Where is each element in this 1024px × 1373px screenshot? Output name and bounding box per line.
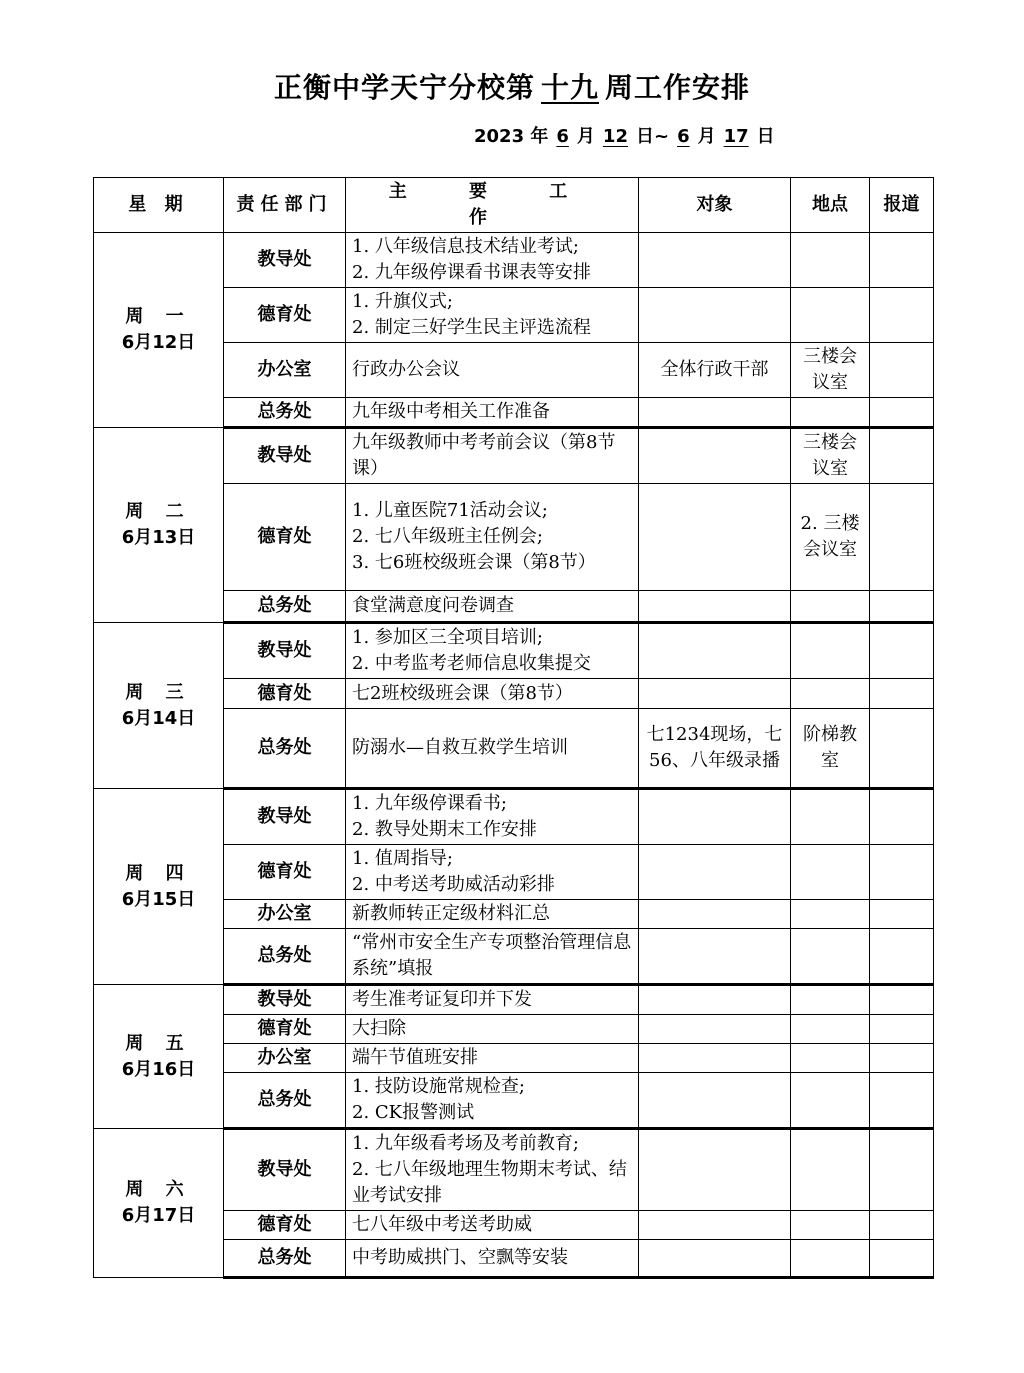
task-cell [346, 484, 639, 591]
target-cell [639, 288, 791, 343]
report-cell [870, 1211, 934, 1240]
day-date: 6月15日 [121, 888, 196, 910]
task-cell [346, 985, 639, 1015]
table-row [94, 623, 934, 679]
date-separator: ~ [653, 126, 670, 147]
target-cell [639, 929, 791, 985]
report-cell [870, 789, 934, 845]
report-cell [870, 623, 934, 679]
place-cell [791, 985, 870, 1015]
target-cell [639, 398, 791, 428]
report-cell [870, 1044, 934, 1073]
target-cell [639, 789, 791, 845]
place-cell [791, 288, 870, 343]
report-cell [870, 929, 934, 985]
place-cell [791, 929, 870, 985]
place-cell: 2. 三楼会议室 [791, 484, 870, 591]
dept-cell: 德育处 [224, 484, 346, 591]
dept-cell: 总务处 [224, 929, 346, 985]
day-cell [94, 428, 224, 623]
dept-cell: 教导处 [224, 233, 346, 288]
date-start-month: 6 [556, 126, 569, 147]
task-line: 1. 值周指导; [352, 848, 453, 869]
task-cell [346, 1211, 639, 1240]
place-cell: 阶梯教室 [791, 709, 870, 789]
task-line: 1. 九年级停课看书; [352, 793, 507, 814]
report-cell [870, 709, 934, 789]
target-cell: 七1234现场，七56、八年级录播 [639, 709, 791, 789]
day-date: 6月17日 [121, 1205, 196, 1226]
place-cell [791, 1240, 870, 1278]
target-cell [639, 233, 791, 288]
dept-cell: 总务处 [224, 1240, 346, 1278]
place-cell [791, 900, 870, 929]
report-cell [870, 428, 934, 484]
task-line: 中考助威拱门、空飘等安装 [352, 1247, 568, 1268]
target-cell [639, 484, 791, 591]
weekday-label: 周 五 [125, 1032, 192, 1054]
target-cell [639, 985, 791, 1015]
dept-cell: 教导处 [224, 1129, 346, 1211]
dept-cell: 教导处 [224, 428, 346, 484]
task-cell [346, 343, 639, 398]
target-cell [639, 428, 791, 484]
day-date: 6月16日 [121, 1058, 196, 1080]
task-line: 七2班校级班会课（第8节） [352, 682, 573, 704]
target-cell [639, 1211, 791, 1240]
task-cell [346, 845, 639, 900]
dept-cell: 办公室 [224, 1044, 346, 1073]
task-line: 2. 九年级停课看书课表等安排 [352, 262, 591, 283]
task-line: 防溺水—自救互救学生培训 [352, 737, 568, 758]
target-cell [639, 1073, 791, 1129]
target-cell [639, 1129, 791, 1211]
report-cell [870, 1240, 934, 1278]
task-line: “常州市安全生产专项整治管理信息系统”填报 [352, 932, 632, 979]
table-row [94, 428, 934, 484]
header-target: 对象 [639, 178, 791, 233]
weekday-label: 周 四 [125, 862, 192, 884]
dept-cell: 办公室 [224, 900, 346, 929]
place-cell [791, 398, 870, 428]
task-line: 九年级教师中考考前会议（第8节课） [352, 432, 616, 479]
date-end-month: 6 [677, 126, 690, 147]
target-cell [639, 679, 791, 709]
task-line: 2. 七八年级班主任例会; [352, 526, 543, 547]
task-cell [346, 679, 639, 709]
task-cell [346, 900, 639, 929]
day-cell [94, 623, 224, 789]
report-cell [870, 1129, 934, 1211]
task-cell [346, 929, 639, 985]
schedule-body [94, 233, 934, 1278]
task-cell [346, 288, 639, 343]
dept-cell: 德育处 [224, 679, 346, 709]
date-end-day: 17 [723, 126, 749, 147]
place-cell [791, 789, 870, 845]
task-line: 2. 中考监考老师信息收集提交 [352, 653, 591, 674]
table-row [94, 1129, 934, 1211]
place-cell [791, 679, 870, 709]
report-cell [870, 900, 934, 929]
task-cell [346, 1044, 639, 1073]
task-line: 1. 升旗仪式; [352, 291, 453, 312]
task-line: 考生准考证复印并下发 [352, 989, 532, 1010]
task-line: 2. 中考送考助威活动彩排 [352, 874, 555, 895]
target-cell [639, 623, 791, 679]
report-cell [870, 484, 934, 591]
target-cell: 全体行政干部 [639, 343, 791, 398]
header-dept: 责任部门 [224, 178, 346, 233]
page-title [0, 66, 1024, 106]
report-cell [870, 288, 934, 343]
report-cell [870, 591, 934, 623]
date-month-label-2: 月 [697, 126, 716, 147]
place-cell [791, 1073, 870, 1129]
header-report: 报道 [870, 178, 934, 233]
day-cell [94, 233, 224, 428]
day-date: 6月14日 [121, 707, 196, 729]
dept-cell: 办公室 [224, 343, 346, 398]
dept-cell: 德育处 [224, 1015, 346, 1044]
header-day: 星 期 [94, 178, 224, 233]
target-cell [639, 591, 791, 623]
report-cell [870, 398, 934, 428]
task-cell [346, 398, 639, 428]
task-line: 2. 制定三好学生民主评选流程 [352, 317, 591, 338]
dept-cell: 教导处 [224, 985, 346, 1015]
weekday-label: 周 六 [125, 1179, 192, 1200]
day-cell [94, 1129, 224, 1278]
task-cell [346, 1129, 639, 1211]
place-cell [791, 1129, 870, 1211]
day-date: 6月13日 [121, 527, 196, 548]
task-line: 大扫除 [352, 1018, 406, 1039]
task-line: 1. 儿童医院71活动会议; [352, 500, 548, 521]
day-cell [94, 789, 224, 985]
task-cell [346, 428, 639, 484]
header-task: 主 要 工 作 [346, 178, 639, 233]
date-month-label: 月 [576, 126, 595, 147]
task-line: 2. 七八年级地理生物期末考试、结业考试安排 [352, 1159, 627, 1206]
place-cell: 三楼会议室 [791, 428, 870, 484]
task-cell [346, 1240, 639, 1278]
header-row [94, 178, 934, 233]
task-cell [346, 233, 639, 288]
dept-cell: 总务处 [224, 1073, 346, 1129]
task-line: 3. 七6班校级班会课（第8节） [352, 552, 596, 573]
report-cell [870, 233, 934, 288]
task-cell [346, 623, 639, 679]
report-cell [870, 1015, 934, 1044]
dept-cell: 教导处 [224, 623, 346, 679]
schedule-table [93, 177, 934, 1279]
task-cell [346, 709, 639, 789]
date-year: 2023 [474, 126, 525, 147]
task-line: 2. 教导处期末工作安排 [352, 819, 537, 840]
task-line: 七八年级中考送考助威 [352, 1214, 532, 1235]
place-cell [791, 233, 870, 288]
table-row [94, 985, 934, 1015]
report-cell [870, 679, 934, 709]
target-cell [639, 1240, 791, 1278]
dept-cell: 总务处 [224, 398, 346, 428]
dept-cell: 德育处 [224, 288, 346, 343]
report-cell [870, 985, 934, 1015]
target-cell [639, 1015, 791, 1044]
dept-cell: 总务处 [224, 709, 346, 789]
task-line: 1. 八年级信息技术结业考试; [352, 236, 579, 257]
task-line: 1. 技防设施常规检查; [352, 1076, 525, 1097]
dept-cell: 教导处 [224, 789, 346, 845]
place-cell [791, 1211, 870, 1240]
task-cell [346, 1073, 639, 1129]
task-line: 行政办公会议 [352, 359, 460, 380]
task-line: 食堂满意度问卷调查 [352, 595, 514, 616]
date-day-label-2: 日 [756, 126, 775, 147]
title-week-number: 十九 [540, 71, 599, 104]
dept-cell: 德育处 [224, 1211, 346, 1240]
report-cell [870, 1073, 934, 1129]
task-line: 新教师转正定级材料汇总 [352, 903, 550, 924]
task-line: 2. CK报警测试 [352, 1102, 475, 1123]
report-cell [870, 845, 934, 900]
place-cell [791, 845, 870, 900]
task-line: 九年级中考相关工作准备 [352, 401, 550, 422]
title-suffix: 周工作安排 [605, 71, 751, 104]
task-cell [346, 1015, 639, 1044]
task-line: 1. 参加区三全项目培训; [352, 627, 543, 648]
task-line: 端午节值班安排 [352, 1047, 478, 1068]
date-range [474, 122, 775, 148]
day-date: 6月12日 [121, 332, 196, 353]
target-cell [639, 1044, 791, 1073]
task-line: 1. 九年级看考场及考前教育; [352, 1133, 579, 1154]
date-year-label: 年 [530, 126, 549, 147]
place-cell [791, 1044, 870, 1073]
place-cell [791, 1015, 870, 1044]
task-cell [346, 591, 639, 623]
dept-cell: 德育处 [224, 845, 346, 900]
place-cell [791, 591, 870, 623]
date-start-day: 12 [602, 126, 628, 147]
target-cell [639, 900, 791, 929]
place-cell: 三楼会议室 [791, 343, 870, 398]
target-cell [639, 845, 791, 900]
table-row [94, 233, 934, 288]
day-cell [94, 985, 224, 1129]
task-cell [346, 789, 639, 845]
title-prefix: 正衡中学天宁分校第 [273, 71, 535, 104]
place-cell [791, 623, 870, 679]
report-cell [870, 343, 934, 398]
dept-cell: 总务处 [224, 591, 346, 623]
date-day-label: 日 [635, 126, 654, 147]
table-row [94, 789, 934, 845]
header-place: 地点 [791, 178, 870, 233]
weekday-label: 周 三 [125, 681, 192, 703]
weekday-label: 周 一 [125, 306, 192, 327]
weekday-label: 周 二 [125, 501, 192, 522]
